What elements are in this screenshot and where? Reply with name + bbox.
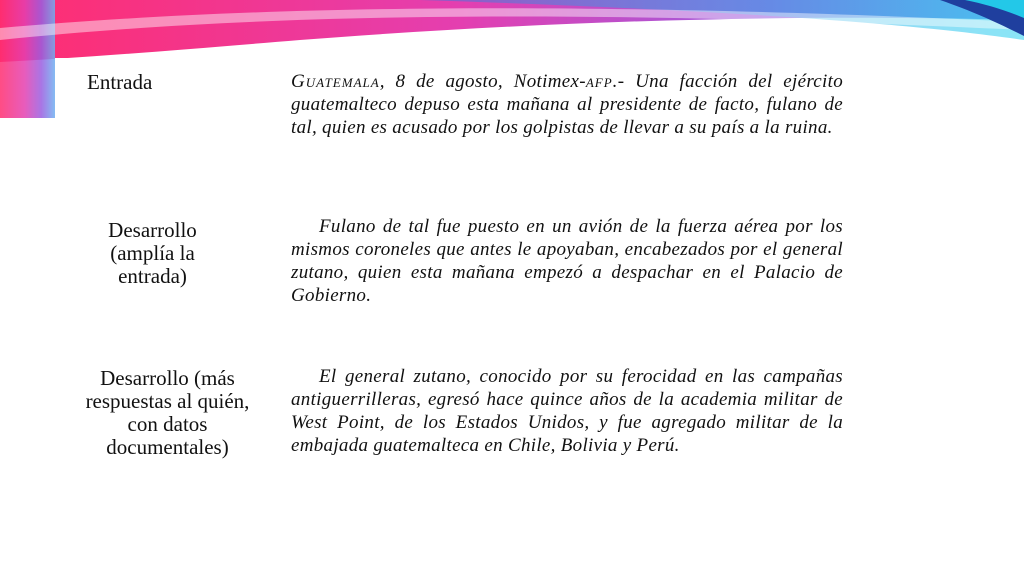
scanned-document (55, 58, 1024, 576)
dateline-agency: afp (585, 71, 613, 92)
row-label-desarrollo-1: Desarrollo (amplía la entrada) (108, 218, 197, 288)
dateline-place: Guatemala (291, 71, 380, 92)
row-text-desarrollo-2 (291, 365, 843, 457)
row-text-entrada (291, 70, 843, 139)
desarrollo-2-body: El general zutano, conocido por su ferocidad en las campañas antiguerrilleras, egresó hace quince años de la academia militar de West Point, de los Estados Unidos, y fue agregado militar de la embajada guatemalteca en Chile, Bolivia y Perú. (291, 366, 843, 456)
dateline-rest: , 8 de agosto, Notimex- (379, 71, 586, 92)
row-text-desarrollo-1 (291, 215, 843, 307)
entrada-body: .- Una facción del ejército guatemalteco depuso esta mañana al presidente de facto, fulano de tal, quien es acusado por los golpistas de llevar a su país a la ruina. (291, 71, 843, 138)
desarrollo-1-body: Fulano de tal fue puesto en un avión de la fuerza aérea por los mismos coroneles que antes le apoyaban, encabezados por el general zutano, quien esta mañana empezó a despachar en el Palacio de Gobierno. (291, 216, 843, 306)
row-label-entrada: Entrada (87, 70, 153, 94)
row-label-desarrollo-2: Desarrollo (más respuestas al quién, con datos documentales) (85, 366, 250, 459)
